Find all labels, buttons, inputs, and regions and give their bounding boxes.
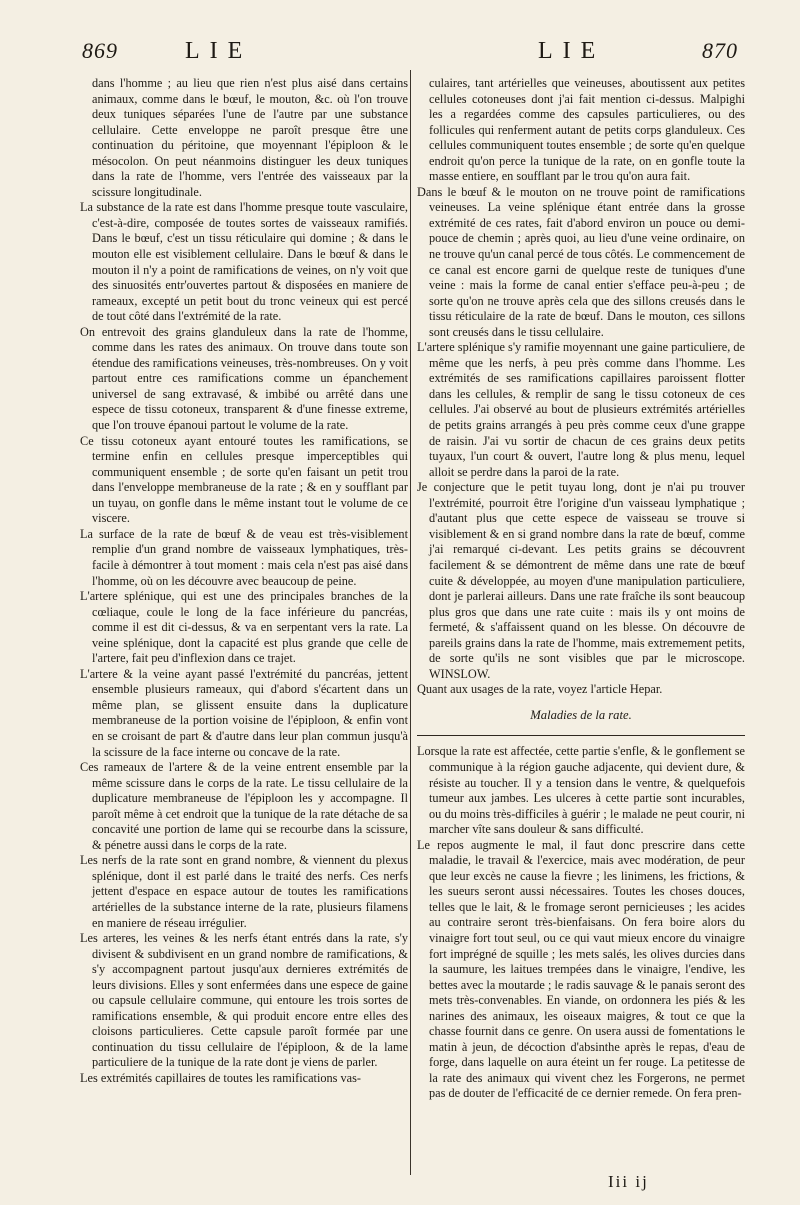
- page-header: [0, 38, 800, 74]
- left-column: [80, 76, 408, 1087]
- paragraph: Les nerfs de la rate sont en grand nombre, & viennent du plexus splénique, dont il est parlé dans le traité des nerfs. Ces nerfs jettent d'espace en espace autour de toutes les ramifications artérielles de la substance interne de la rate, plusieurs filamens en maniere de réseau irrégulier.: [80, 853, 408, 930]
- section-title: Maladies de la rate.: [530, 707, 632, 722]
- paragraph: Ce tissu cotoneux ayant entouré toutes les ramifications, se termine enfin en cellules presque imperceptibles qui communiquent ensemble ; de sorte qu'en faisant un petit trou dans l'enveloppe membraneuse de la rate ; & en y soufflant par un tuyau, on gonfle dans le même instant tout le volume de ce viscere.: [80, 433, 408, 526]
- section-rule: [417, 735, 745, 736]
- paragraph: L'artere splénique, qui est une des principales branches de la cœliaque, coule le long de la face inférieure du pancréas, comme il est dit ci-dessus, & va en serpentant vers la rate. La veine splénique, dont la capacité est plus grande que celle de l'artere, fait peu d'inflexion dans ce trajet.: [80, 589, 408, 666]
- page-number-left: 869: [82, 38, 118, 63]
- paragraph: Le repos augmente le mal, il faut donc prescrire dans cette maladie, le travail & l'exercice, mais avec modération, de peur que leur excès ne cause la fievre ; les linimens, les frictions, & les sueurs seront aussi nécessaires. Toutes les choses douces, telles que le lait, & le fromage seront pernicieuses ; les acides au contraire seront très-bienfaisans. On fera boire alors du vinaigre fort tout seul, ou ce qui vaut mieux encore du vinaigre fort imprégné de squille ; les mets salés, les olives durcies dans la saumure, les laitues trempées dans le vinaigre, l'endive, les bettes avec la moutarde ; le radis sauvage & le panais seront des mets très-convenables. En viande, on ordonnera les piés & les narines des animaux, les oiseaux maigres, & tout ce que la chasse fournit dans ce genre. On usera aussi de fomentations le matin à jeun, de décoction d'absinthe après le repas, d'eau de forge, dans laquelle on aura éteint un fer rouge. La petitesse de la rate des animaux qui vivent chez les Forgerons, ne permet pas de douter de l'efficacité de ce dernier remede. On fera pren-: [417, 837, 745, 1101]
- paragraph: culaires, tant artérielles que veineuses, aboutissent aux petites cellules cotoneuses dont j'ai fait mention ci-dessus. Malpighi les a regardées comme des capsules particulieres, ou des follicules qui renferment autant de petits corps glanduleux. Ces cellules communiquent toutes ensemble ; de sorte qu'en quelque endroit qu'on perce la tunique de la rate, on en gonfle toute la masse entiere, en soufflant par le trou qu'on aura fait.: [429, 76, 745, 184]
- paragraph: La substance de la rate est dans l'homme presque toute vasculaire, c'est-à-dire, composée de toutes sortes de vaisseaux ramifiés. Dans le bœuf, c'est un tissu réticulaire qui domine ; & dans le mouton elle est visiblement cellulaire. Dans le bœuf & dans le mouton il n'y a point de ramifications de veines, on n'y voit que des sinuosités entr'ouvertes partout & disposées en maniere de rameaux, excepté un petit bout du tronc veineux qui est percé de tout côté dans l'extrémité de la rate.: [80, 200, 408, 324]
- right-column: [417, 76, 745, 1102]
- paragraph: Les arteres, les veines & les nerfs étant entrés dans la rate, s'y divisent & subdivisent en un grand nombre de ramifications, & s'y accompagnent partout jusqu'aux dernieres extrémités de leurs divisions. Elles y sont enfermées dans une espece de gaine ou capsule cellulaire commune, qui entoure les trois sortes de ramifications ensemble, & qui produit encore entre elles des cloisons particulieres. Cette capsule paroît formée par une continuation du tissu cellulaire de l'épiploon, & de la lame particuliere de la tunique de la rate dont je viens de parler.: [80, 931, 408, 1070]
- paragraph: L'artere splénique s'y ramifie moyennant une gaine particuliere, de même que les nerfs, à peu près comme dans l'homme. Les extrémités de ses ramifications capillaires paroissent flotter dans les cellules, & remplir de sang le tissu cotoneux de ces cellules. J'ai observé au bout de plusieurs extrémités artérielles de petits grains arrangés à peu près comme ceux d'une grappe de raisin. J'ai vu sortir de chacun de ces grains deux petits tuyaux, l'un court & ouvert, l'autre long & plus menu, lequel alloit se perdre dans la paroi de la rate.: [417, 340, 745, 479]
- column-divider: [410, 70, 411, 1175]
- signature-mark: Iii ij: [608, 1172, 649, 1191]
- paragraph: Les extrémités capillaires de toutes les ramifications vas-: [80, 1071, 362, 1085]
- paragraph: La surface de la rate de bœuf & de veau est très-visiblement remplie d'un grand nombre de vaisseaux lymphatiques, très-facile à démontrer à tout moment : mais cela n'est pas aisé dans l'homme, où on les découvre avec beaucoup de peine.: [80, 526, 408, 588]
- running-head-left: LIE: [185, 38, 253, 64]
- paragraph: Quant aux usages de la rate, voyez l'article Hepar.: [417, 682, 663, 697]
- paragraph: dans l'homme ; au lieu que rien n'est plus aisé dans certains animaux, comme dans le bœuf, le mouton, &c. où l'on trouve deux tuniques séparées l'une de l'autre par une substance cellulaire. Cette enveloppe ne paroît presque être une continuation du péritoine, que moyennant l'épiploon & le mésocolon. On peut néanmoins distinguer les deux tuniques dans la rate de l'homme, vers l'entrée des vaisseaux par la scissure longitudinale.: [92, 76, 408, 199]
- paragraph: Dans le bœuf & le mouton on ne trouve point de ramifications veineuses. La veine splénique étant entrée dans la grosse extrémité de ces rates, fait d'abord environ un pouce ou demi-pouce de chemin ; après quoi, au lieu d'une veine ordinaire, on ne trouve qu'un canal percé de tous côtés. Le commencement de ce canal est encore garni de quelque reste de tuniques d'une veine : mais la forme de canal entier s'efface peu-à-peu ; de sorte qu'on ne trouve après cela que des sillons creusés dans le tissu réticulaire de la rate de bœuf. Dans le mouton, ces sillons sont creusés dans le tissu cellulaire.: [417, 184, 745, 339]
- running-head-right: LIE: [538, 38, 606, 64]
- paragraph: L'artere & la veine ayant passé l'extrémité du pancréas, jettent ensemble plusieurs rameaux, qui d'abord s'écartent dans un même plan, se glissent ensuite dans la duplicature membraneuse de la portion voisine de l'épiploon, & enfin vont en se croisant de part & d'autre dans leur plan commun jusqu'à la scissure de la face interne ou concave de la rate.: [80, 666, 408, 759]
- paragraph: Je conjecture que le petit tuyau long, dont je n'ai pu trouver l'extrémité, pourroit être l'origine d'un vaisseau lymphatique ; d'autant plus que cette espece de vaisseau se trouve si visiblement & en si grand nombre dans la rate de bœuf, comme j'ai remarqué ci-devant. Les petits grains se découvrent facilement & se démontrent de même dans une rate de bœuf cuite & développée, au moyen d'une manipulation particuliere, dont je parlerai ailleurs. Dans une rate fraîche ils sont beaucoup plus gros que dans une rate cuite : mais ils y ont moins de fermeté, & s'affaissent quand on les blesse. On découvre de pareils grains dans la rate de l'homme, mais extremement petits, de sorte qu'ils ne sont visibles que par le microscope. WINSLOW.: [417, 480, 745, 681]
- paragraph: Lorsque la rate est affectée, cette partie s'enfle, & le gonflement se communique à la région gauche adjacente, qui devient dure, & résiste au toucher. Il y a tension dans le ventre, & quelquefois tumeur aux jambes. Les ulceres à cette partie sont incurables, ou du moins très-difficiles à guérir ; le malade ne peut courir, ni marcher vîte sans douleur & sans difficulté.: [417, 744, 745, 837]
- paragraph: Ces rameaux de l'artere & de la veine entrent ensemble par la même scissure dans le corps de la rate. Le tissu cellulaire de la duplicature membraneuse de l'épiploon les y accompagne. Il paroît même à cet endroit que la tunique de la rate détache de sa concavité une portion de lame qui se recourbe dans la scissure, & pénetre aussi dans le corps de la rate.: [80, 760, 408, 852]
- paragraph: On entrevoit des grains glanduleux dans la rate de l'homme, comme dans les rates des animaux. On trouve dans toute son étendue des ramifications veineuses, très-nombreuses. On y voit partout entre ces ramifications comme un épanchement universel de sang extravasé, & imbibé ou arrêté dans une espece de tissu cotoneux, transparent & d'une finesse extreme, que l'on trouve épanoui partout le volume de la rate.: [80, 324, 408, 433]
- page-number-right: 870: [702, 38, 738, 63]
